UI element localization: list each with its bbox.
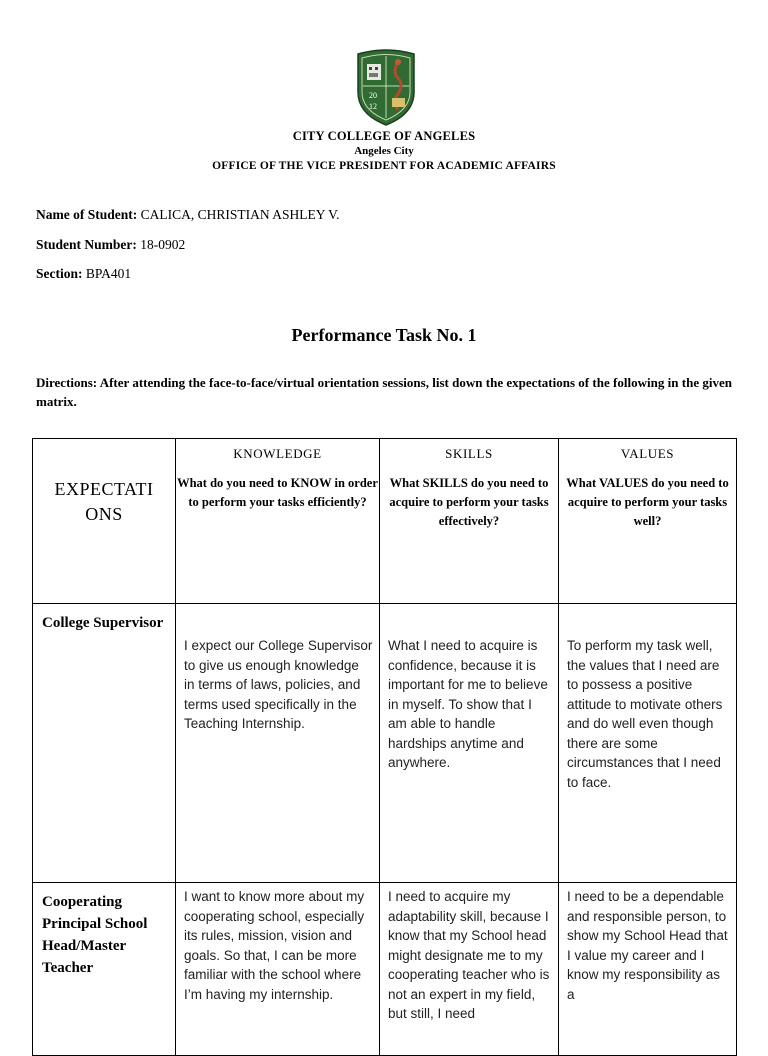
institution-name: CITY COLLEGE OF ANGELES [292, 129, 476, 143]
skills-category: SKILLS [445, 446, 493, 461]
knowledge-question: What do you need to KNOW in order to perform your tasks efficiently? [177, 476, 378, 509]
knowledge-category: KNOWLEDGE [233, 446, 322, 461]
student-name-value: CALICA, CHRISTIAN ASHLEY V. [140, 207, 340, 222]
college-supervisor-skills: What I need to acquire is confidence, because it is important for me to believe in myself. To show that I am able to handle hardships anytime and anywhere. [380, 604, 559, 883]
values-question: What VALUES do you need to acquire to perform your tasks well? [566, 476, 729, 528]
student-number-label: Student Number: [36, 237, 137, 252]
values-column-header [559, 439, 737, 604]
task-directions: Directions: After attending the face-to-face/virtual orientation sessions, list down the expectations of the following in the given matrix. [36, 375, 732, 409]
section-label: Section: [36, 266, 83, 281]
office-name: OFFICE OF THE VICE PRESIDENT FOR ACADEMIC AFFAIRS [212, 160, 556, 172]
college-seal-logo [354, 48, 418, 126]
student-number-line [36, 237, 185, 253]
row-label-college-supervisor: College Supervisor [33, 604, 176, 883]
expectations-matrix [32, 438, 737, 1056]
svg-text:12: 12 [369, 102, 377, 111]
college-supervisor-values: To perform my task well, the values that I need are to possess a positive attitude to motivate others and do well even though there are some circumstances that I need to face. [559, 604, 737, 883]
task-title: Performance Task No. 1 [291, 325, 477, 345]
student-name-label: Name of Student: [36, 207, 138, 222]
institution-city: Angeles City [354, 145, 414, 157]
skills-question: What SKILLS do you need to acquire to perform your tasks effectively? [389, 476, 549, 528]
values-category: VALUES [620, 446, 675, 461]
student-number-value: 18-0902 [140, 237, 186, 252]
cooperating-principal-knowledge: I want to know more about my cooperating school, especially its rules, mission, vision and goals. So that, I can be more familiar with the school where I’m having my internship. [176, 883, 380, 1056]
college-supervisor-knowledge: I expect our College Supervisor to give us enough knowledge in terms of laws, policies, and terms used specifically in the Teaching Internship. [176, 604, 380, 883]
student-name-line [36, 207, 340, 223]
section-line [36, 266, 131, 282]
expectations-corner-label: EXPECTATI ONS [33, 439, 176, 604]
knowledge-column-header [176, 439, 380, 604]
cooperating-principal-values: I need to be a dependable and responsible person, to show my School Head that I value my career and I know my responsibility as a [559, 883, 737, 1056]
skills-column-header [380, 439, 559, 604]
matrix-header-row [33, 439, 737, 604]
row-label-cooperating-principal: Cooperating Principal School Head/Master Teacher [33, 883, 176, 1056]
section-value: BPA401 [85, 266, 132, 281]
svg-text:20: 20 [369, 91, 377, 100]
cooperating-principal-skills: I need to acquire my adaptability skill, because I know that my School head might designate me to my cooperating teacher who is not an expert in my field, but still, I need [380, 883, 559, 1056]
table-row [33, 883, 737, 1056]
table-row [33, 604, 737, 883]
